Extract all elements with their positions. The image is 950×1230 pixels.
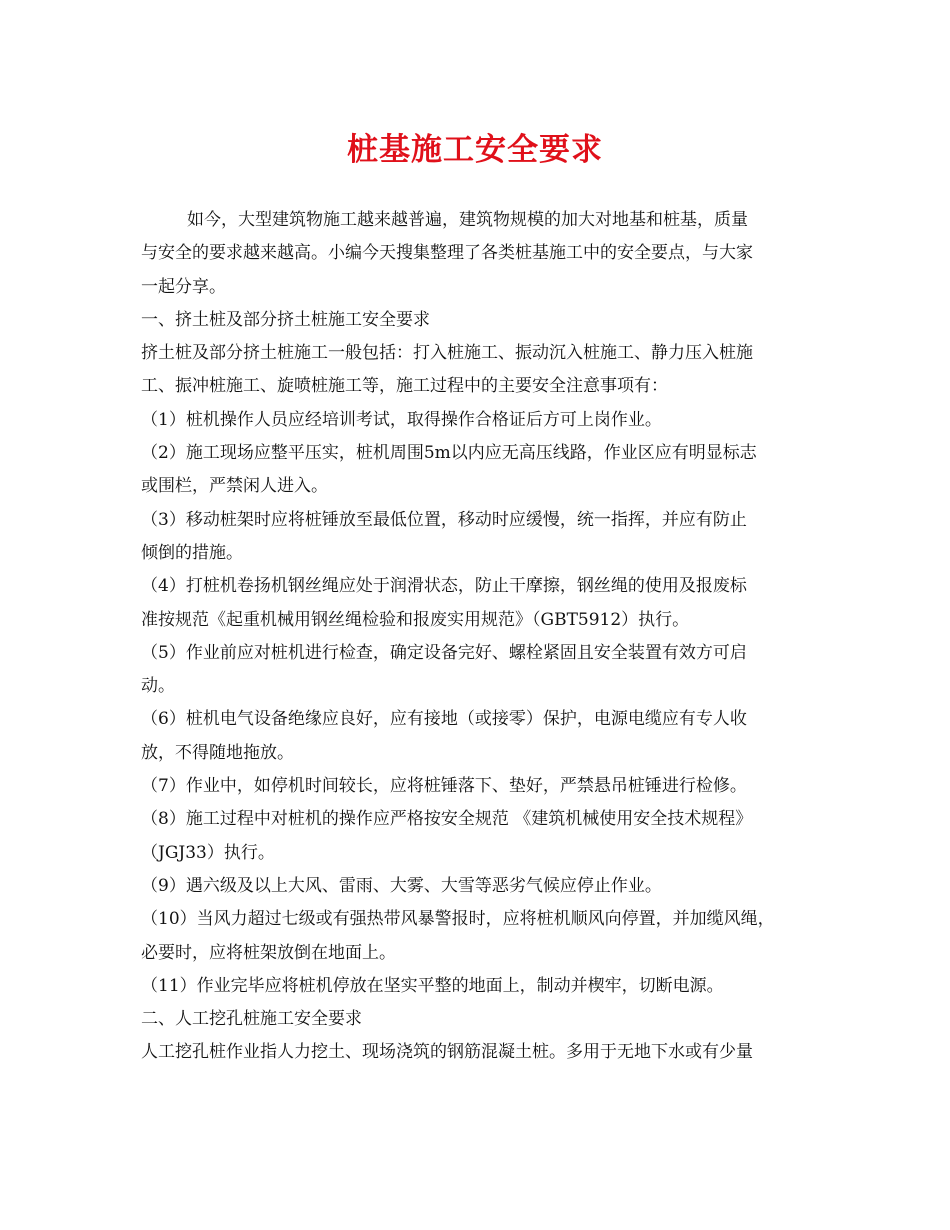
list-item: （11）作业完毕应将桩机停放在坚实平整的地面上，制动并楔牢，切断电源。 xyxy=(141,975,724,996)
document-title: 桩基施工安全要求 xyxy=(347,132,603,168)
list-item: （10）当风力超过七级或有强热带风暴警报时，应将桩机顺风向停置，并加缆风绳， xyxy=(141,909,775,930)
list-item: （5）作业前应对桩机进行检查，确定设备完好、螺栓紧固且安全装置有效方可启 xyxy=(141,642,747,663)
paragraph-line: 工、振冲桩施工、旋喷桩施工等，施工过程中的主要安全注意事项有： xyxy=(141,376,668,397)
document-body xyxy=(141,204,813,1070)
list-item: （3）移动桩架时应将桩锤放至最低位置，移动时应缓慢，统一指挥，并应有防止 xyxy=(141,509,747,530)
paragraph-line: 挤土桩及部分挤土桩施工一般包括：打入桩施工、振动沉入桩施工、静力压入桩施 xyxy=(141,343,753,364)
list-item-continuation: 或围栏，严禁闲人进入。 xyxy=(141,476,328,497)
list-item: （7）作业中，如停机时间较长，应将桩锤落下、垫好，严禁悬吊桩锤进行检修。 xyxy=(141,776,747,797)
list-item: （1）桩机操作人员应经培训考试，取得操作合格证后方可上岗作业。 xyxy=(141,409,662,430)
section-heading: 二、人工挖孔桩施工安全要求 xyxy=(141,1009,362,1030)
paragraph-line: 人工挖孔桩作业指人力挖土、现场浇筑的钢筋混凝土桩。多用于无地下水或有少量 xyxy=(141,1042,753,1063)
list-item-continuation: （JGJ33）执行。 xyxy=(141,842,275,863)
list-item-continuation: 动。 xyxy=(141,676,175,697)
paragraph-line: 一起分享。 xyxy=(141,276,226,297)
list-item-continuation: 准按规范《起重机械用钢丝绳检验和报废实用规范》（GBT5912）执行。 xyxy=(141,609,690,630)
list-item: （8）施工过程中对桩机的操作应严格按安全规范 《建筑机械使用安全技术规程》 xyxy=(141,809,753,830)
list-item: （6）桩机电气设备绝缘应良好，应有接地（或接零）保护，电源电缆应有专人收 xyxy=(141,709,747,730)
paragraph-line: 如今，大型建筑物施工越来越普遍，建筑物规模的加大对地基和桩基，质量 xyxy=(187,210,748,230)
list-item: （2）施工现场应整平压实，桩机周围5m以内应无高压线路，作业区应有明显标志 xyxy=(141,443,757,464)
list-item-continuation: 倾倒的措施。 xyxy=(141,542,243,563)
list-item-continuation: 放，不得随地拖放。 xyxy=(141,742,294,763)
paragraph-line: 与安全的要求越来越高。小编今天搜集整理了各类桩基施工中的安全要点，与大家 xyxy=(141,243,753,264)
list-item: （4）打桩机卷扬机钢丝绳应处于润滑状态，防止干摩擦，钢丝绳的使用及报废标 xyxy=(141,576,747,597)
list-item: （9）遇六级及以上大风、雷雨、大雾、大雪等恶劣气候应停止作业。 xyxy=(141,875,662,896)
list-item-continuation: 必要时，应将桩架放倒在地面上。 xyxy=(141,942,396,963)
section-heading: 一、挤土桩及部分挤土桩施工安全要求 xyxy=(141,309,430,330)
